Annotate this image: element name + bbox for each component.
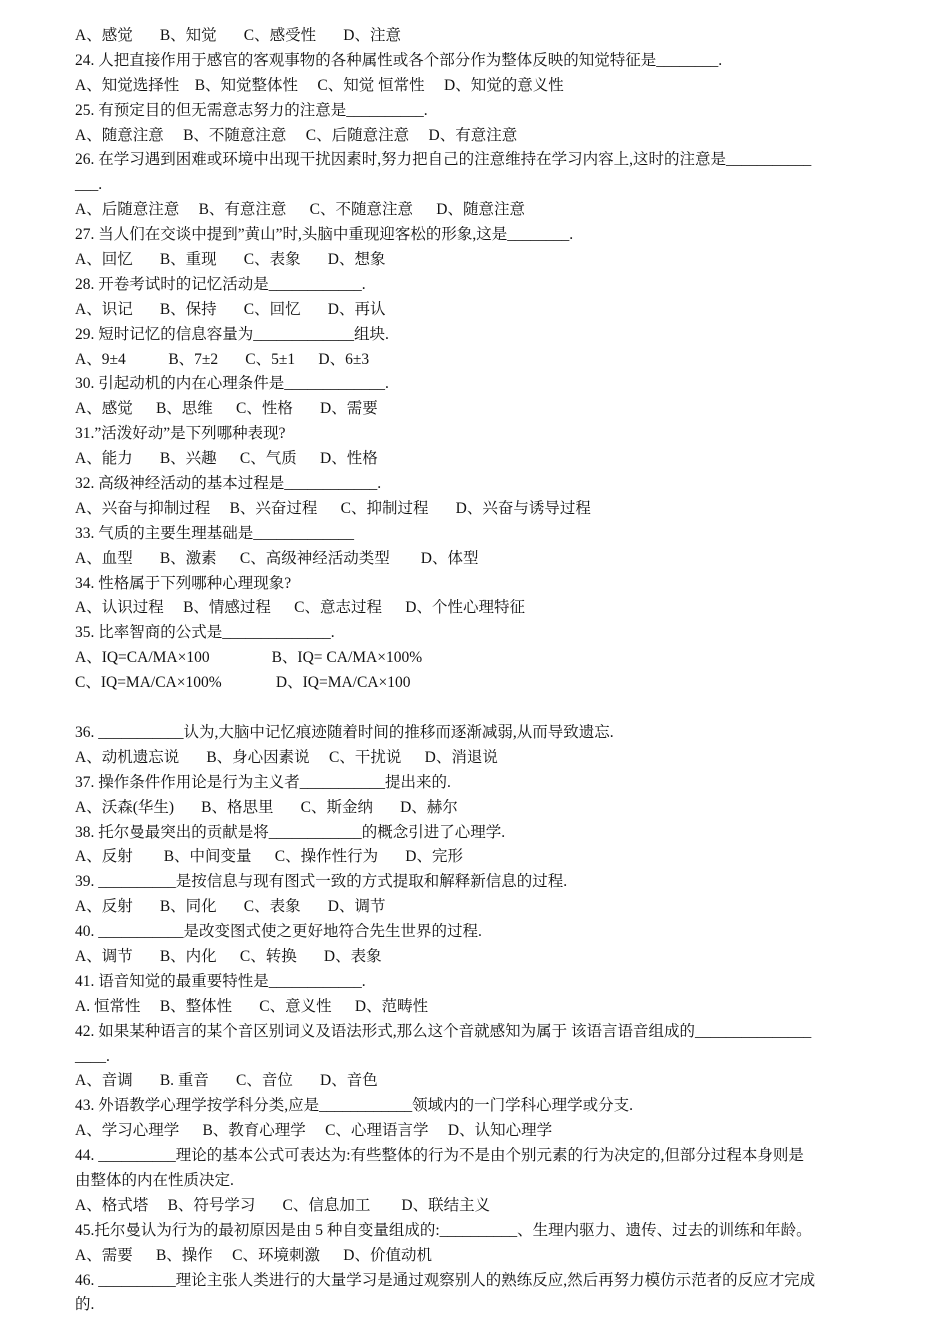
- text-line: 29. 短时记忆的信息容量为_____________组块.: [75, 325, 389, 343]
- text-line: 46. __________理论主张人类进行的大量学习是通过观察别人的熟练反应,然后再努力模仿示范者的反应才完成: [75, 1271, 816, 1289]
- text-line: A、沃森(华生) B、格思里 C、斯金纳 D、赫尔: [75, 798, 458, 816]
- text-line: 35. 比率智商的公式是______________.: [75, 624, 335, 642]
- text-line: A、知觉选择性 B、知觉整体性 C、知觉 恒常性 D、知觉的意义性: [75, 76, 564, 94]
- text-line: 30. 引起动机的内在心理条件是_____________.: [75, 375, 389, 393]
- text-line: 38. 托尔曼最突出的贡献是将____________的概念引进了心理学.: [75, 823, 506, 841]
- text-line: 45.托尔曼认为行为的最初原因是由 5 种自变量组成的:__________、生理内驱力、遗传、过去的训练和年龄。: [75, 1221, 812, 1239]
- text-line: A、认识过程 B、情感过程 C、意志过程 D、个性心理特征: [75, 599, 525, 617]
- text-line: 26. 在学习遇到困难或环境中出现干扰因素时,努力把自己的注意维持在学习内容上,这时的注意是___________: [75, 151, 812, 169]
- text-line: A、反射 B、同化 C、表象 D、调节: [75, 898, 386, 916]
- text-line: ___.: [75, 176, 103, 194]
- text-line: 34. 性格属于下列哪种心理现象?: [75, 574, 292, 592]
- text-line: ____.: [75, 1047, 110, 1065]
- text-line: A、能力 B、兴趣 C、气质 D、性格: [75, 450, 378, 468]
- text-line: 43. 外语教学心理学按学科分类,应是____________领域内的一门学科心理学或分支.: [75, 1097, 634, 1115]
- text-line: A、动机遗忘说 B、身心因素说 C、干扰说 D、消退说: [75, 748, 498, 766]
- text-line: A、感觉 B、思维 C、性格 D、需要: [75, 400, 378, 418]
- text-line: A、感觉 B、知觉 C、感受性 D、注意: [75, 27, 401, 44]
- text-line: A、格式塔 B、符号学习 C、信息加工 D、联结主义: [75, 1196, 491, 1214]
- text-line: 36. ___________认为,大脑中记忆痕迹随着时间的推移而逐渐减弱,从而导致遗忘.: [75, 723, 614, 741]
- text-line: 33. 气质的主要生理基础是_____________: [75, 524, 355, 542]
- text-line: A、反射 B、中间变量 C、操作性行为 D、完形: [75, 848, 463, 866]
- text-line: 28. 开卷考试时的记忆活动是____________.: [75, 275, 366, 293]
- text-line: A. 恒常性 B、整体性 C、意义性 D、范畴性: [75, 997, 429, 1015]
- text-line: A、血型 B、激素 C、高级神经活动类型 D、体型: [75, 549, 479, 567]
- text-line: A、音调 B. 重音 C、音位 D、音色: [75, 1072, 378, 1090]
- text-line: A、调节 B、内化 C、转换 D、表象: [75, 947, 382, 965]
- text-line: 31.”活泼好动”是下列哪种表现?: [75, 425, 286, 443]
- text-line: 32. 高级神经活动的基本过程是____________.: [75, 475, 382, 493]
- text-line: 40. ___________是改变图式使之更好地符合先生世界的过程.: [75, 923, 482, 941]
- text-line: A、后随意注意 B、有意注意 C、不随意注意 D、随意注意: [75, 201, 525, 219]
- text-line: 44. __________理论的基本公式可表达为:有些整体的行为不是由个别元素的行为决定的,但部分过程本身则是: [75, 1147, 804, 1165]
- text-line: A、需要 B、操作 C、环境刺激 D、价值动机: [75, 1246, 432, 1264]
- text-line: 25. 有预定目的但无需意志努力的注意是__________.: [75, 101, 428, 119]
- text-line: A、随意注意 B、不随意注意 C、后随意注意 D、有意注意: [75, 126, 518, 144]
- text-line: A、9±4 B、7±2 C、5±1 D、6±3: [75, 350, 370, 368]
- text-line: 的.: [75, 1296, 95, 1314]
- text-line: 27. 当人们在交谈中提到”黄山”时,头脑中重现迎客松的形象,这是________.: [75, 226, 574, 244]
- text-line: A、回忆 B、重现 C、表象 D、想象: [75, 251, 386, 269]
- document-page: [75, 24, 881, 1318]
- text-line: [75, 696, 881, 721]
- text-line: C、IQ=MA/CA×100% D、IQ=MA/CA×100: [75, 674, 411, 692]
- text-line: A、学习心理学 B、教育心理学 C、心理语言学 D、认知心理学: [75, 1122, 553, 1140]
- text-line: 41. 语音知觉的最重要特性是____________.: [75, 972, 366, 990]
- text-line: 由整体的内在性质决定.: [75, 1171, 234, 1189]
- text-line: 37. 操作条件作用论是行为主义者___________提出来的.: [75, 773, 451, 791]
- text-line: 39. __________是按信息与现有图式一致的方式提取和解释新信息的过程.: [75, 873, 568, 891]
- text-line: 24. 人把直接作用于感官的客观事物的各种属性或各个部分作为整体反映的知觉特征是________.: [75, 51, 723, 69]
- text-line: A、IQ=CA/MA×100 B、IQ= CA/MA×100%: [75, 649, 423, 667]
- text-line: A、兴奋与抑制过程 B、兴奋过程 C、抑制过程 D、兴奋与诱导过程: [75, 499, 591, 517]
- text-line: A、识记 B、保持 C、回忆 D、再认: [75, 300, 386, 318]
- text-line: 42. 如果某种语言的某个音区别词义及语法形式,那么这个音就感知为属于 该语言语音组成的_______________: [75, 1022, 812, 1040]
